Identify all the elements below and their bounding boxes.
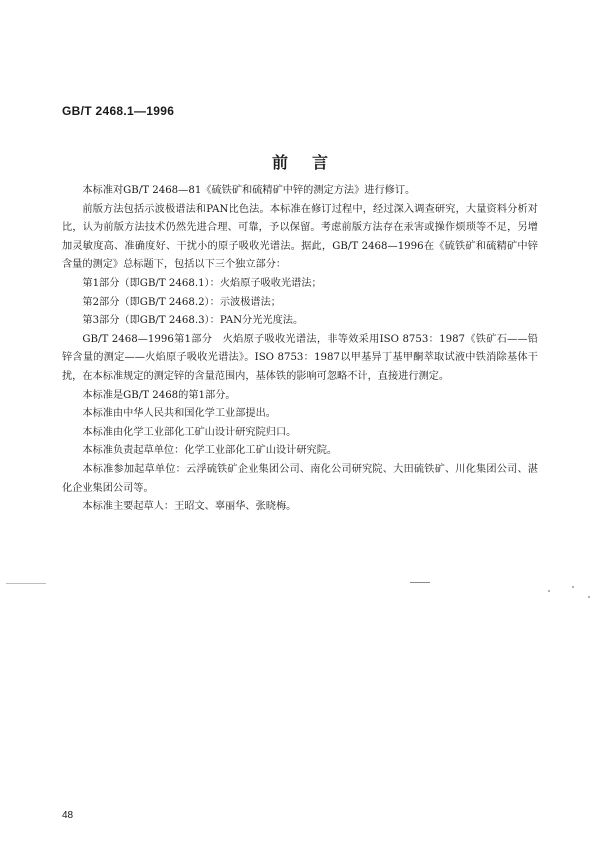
scan-artifact-dot xyxy=(548,590,550,592)
standard-code: GB/T 2468.1—1996 xyxy=(62,104,175,118)
paragraph-part-1: 第1部分（即GB/T 2468.1）：火焰原子吸收光谱法； xyxy=(82,277,322,289)
paragraph-iso-adoption: GB/T 2468—1996第1部分 火焰原子吸收光谱法，非等效采用ISO 8753：1987《铁矿石——铅锌含量的测定——火焰原子吸收光谱法》。ISO 8753：1987以甲基异丁基甲酮萃取试液中铁消除基体干扰，在本标准规定的测定锌的含量范围内，基体铁的影响可忽略不计，直接进行测定。 xyxy=(62,333,538,382)
paragraph-proposed-by: 本标准由中华人民共和国化学工业部提出。 xyxy=(82,408,276,420)
paragraph-drafters: 本标准主要起草人：王昭文、辜丽华、张晓梅。 xyxy=(82,501,297,513)
paragraph-revision: 本标准对GB/T 2468—81《硫铁矿和硫精矿中锌的测定方法》进行修订。 xyxy=(82,185,416,196)
paragraph-part-3: 第3部分（即GB/T 2468.3）：PAN分光光度法。 xyxy=(82,315,304,327)
preface-body xyxy=(62,182,538,517)
paragraph-part-2: 第2部分（即GB/T 2468.2）：示波极谱法； xyxy=(82,296,281,308)
scan-artifact-line-left xyxy=(6,583,46,584)
paragraph-previous-methods: 前版方法包括示波极谱法和PAN比色法。本标准在修订过程中，经过深入调查研究，大量资料分析对比，认为前版方法技术仍然先进合理、可靠，予以保留。考虑前版方法存在汞害或操作烦琐等不足，另增加灵敏度高、准确度好、干扰小的原子吸收光谱法。据此，GB/T 2468—1996在《硫铁矿和硫精矿中锌含量的测定》总标题下，包括以下三个独立部分： xyxy=(62,203,538,271)
scan-artifact-dot xyxy=(588,596,590,598)
scan-artifact-dot xyxy=(572,586,574,588)
paragraph-technical-committee: 本标准由化学工业部化工矿山设计研究院归口。 xyxy=(82,426,297,438)
scan-artifact-line-right xyxy=(410,582,430,583)
page-title: 前言 xyxy=(271,153,352,172)
paragraph-drafting-unit: 本标准负责起草单位：化学工业部化工矿山设计研究院。 xyxy=(82,445,338,457)
paragraph-participating-units: 本标准参加起草单位：云浮硫铁矿企业集团公司、南化公司研究院、大田硫铁矿、川化集团公司、湛化企业集团公司等。 xyxy=(62,463,538,494)
page-number: 48 xyxy=(62,810,74,821)
paragraph-part-of-standard: 本标准是GB/T 2468的第1部分。 xyxy=(82,389,236,401)
